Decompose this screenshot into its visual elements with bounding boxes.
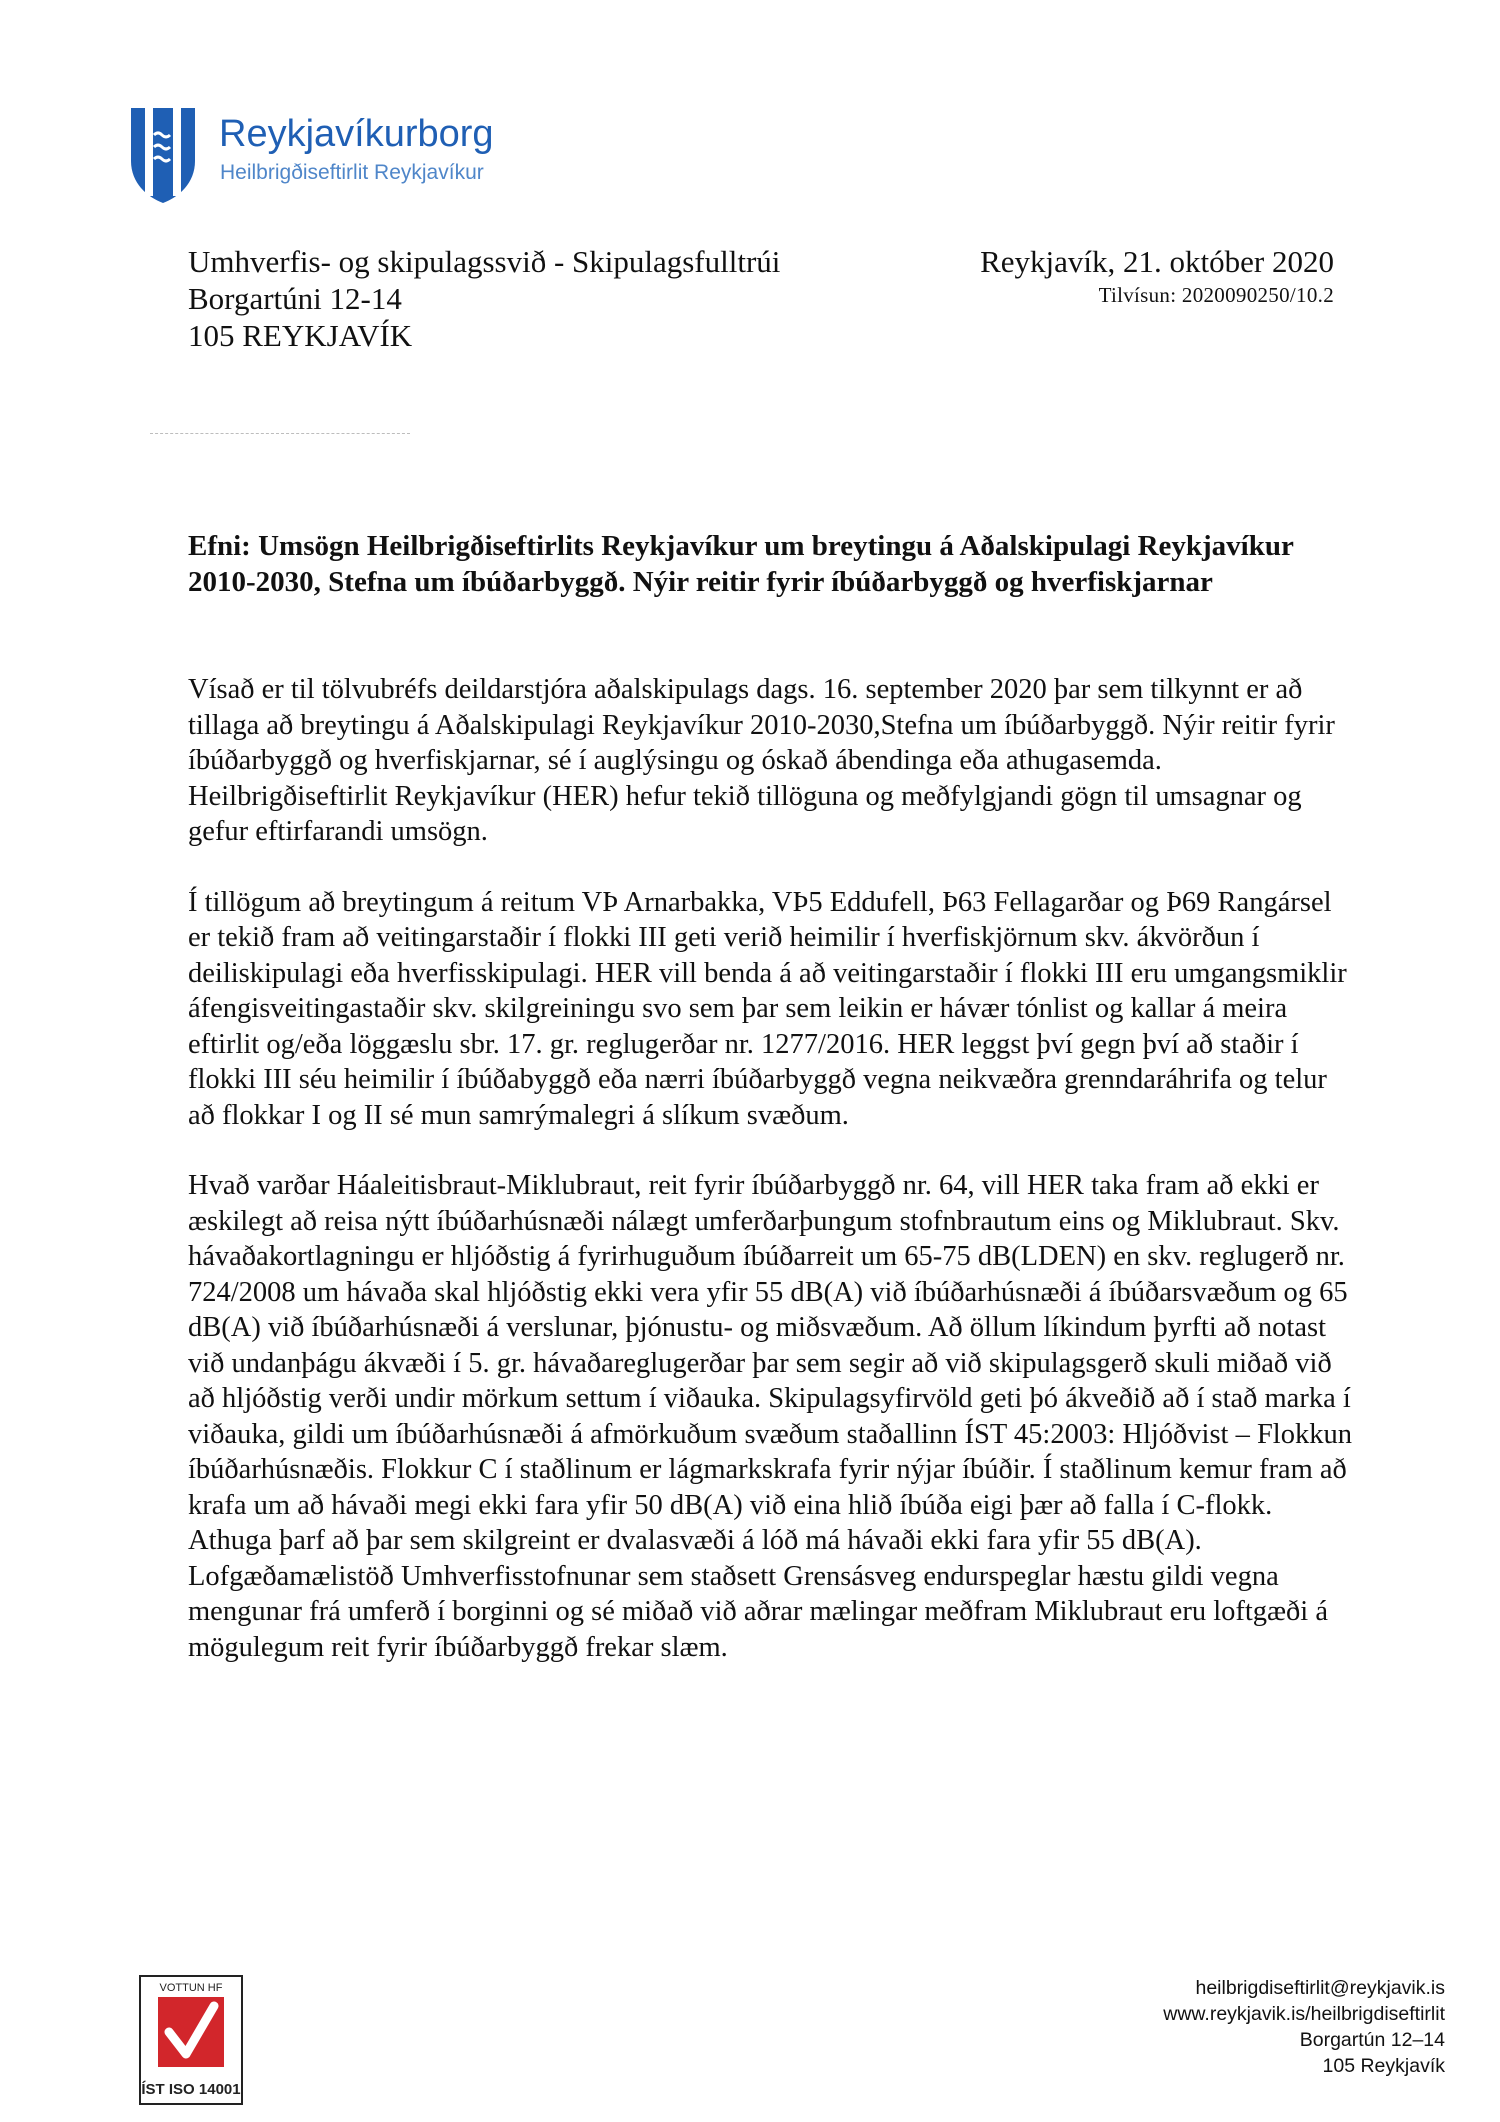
- letter-date: Reykjavík, 21. október 2020: [980, 244, 1334, 279]
- organization-subtitle: Heilbrigðiseftirlit Reykjavíkur: [220, 161, 484, 184]
- certification-bottom-text: ÍST ISO 14001: [141, 2081, 241, 2098]
- recipient-address: [188, 243, 780, 354]
- contact-email: heilbrigdiseftirlit@reykjavik.is: [1195, 1977, 1445, 1999]
- certification-top-text: VOTTUN HF: [159, 1982, 223, 1994]
- contact-city: 105 Reykjavík: [1322, 2055, 1445, 2077]
- body-paragraph: Vísað er til tölvubréfs deildarstjóra aðalskipulags dags. 16. september 2020 þar sem tilkynnt er að tillaga að breytingu á Aðalskipulagi Reykjavíkur 2010-2030,Stefna um íbúðarbyggð. Nýir reitir fyrir íbúðarbyggð og hverfiskjarnar, sé í auglýsingu og óskað ábendinga eða athugasemda. Heilbrigðiseftirlit Reykjavíkur (HER) hefur tekið tillöguna og meðfylgjandi gögn til umsagnar og gefur eftirfarandi umsögn.: [188, 674, 1335, 847]
- body-paragraph: Í tillögum að breytingum á reitum VÞ Arnarbakka, VÞ5 Eddufell, Þ63 Fellagarðar og Þ69 Rangársel er tekið fram að veitingarstaðir í flokki III geti verið heimilir í hverfiskjörnum skv. ákvörðun í deiliskipulagi eða hverfisskipulagi. HER vill benda á að veitingarstaðir í flokki III eru umgangsmiklir áfengisveitingastaðir skv. skilgreiningu svo sem þar sem leikin er hávær tónlist og kallar á meira eftirlit og/eða löggæslu sbr. 17. gr. reglugerðar nr. 1277/2016. HER leggst því gegn því að staðir í flokki III séu heimilir í íbúðabyggð eða nærri íbúðarbyggð vegna neikvæðra grenndaráhrifa og telur að flokkar I og II sé mun samrýmalegri á slíkum svæðum.: [188, 886, 1347, 1131]
- recipient-line-1: Umhverfis- og skipulagssvið - Skipulagsfulltrúi: [188, 244, 781, 279]
- reykjavik-shield-icon: [127, 105, 199, 205]
- dateline: [980, 243, 1334, 310]
- organization-name: Reykjavíkurborg: [219, 113, 494, 155]
- contact-street: Borgartún 12–14: [1299, 2029, 1445, 2051]
- divider: [150, 433, 410, 434]
- body-paragraph: Hvað varðar Háaleitisbraut-Miklubraut, reit fyrir íbúðarbyggð nr. 64, vill HER taka fram að ekki er æskilegt að reisa nýtt íbúðarhúsnæði nálægt umferðarþungum stofnbrautum eins og Miklubraut. Skv. hávaðakortlagningu er hljóðstig á fyrirhuguðum íbúðarreit um 65-75 dB(LDEN) en skv. reglugerð nr. 724/2008 um hávaða skal hljóðstig ekki vera yfir 55 dB(A) við íbúðarhúsnæði á íbúðarsvæðum og 65 dB(A) við íbúðarhúsnæði á verslunar, þjónustu- og miðsvæðum. Að öllum líkindum þyrfti að notast við undanþágu ákvæði í 5. gr. hávaðareglugerðar þar sem segir að við skipulagsgerð skuli miðað við að hljóðstig verði undir mörkum settum í viðauka. Skipulagsyfirvöld geti þó ákveðið að í stað marka í viðauka, gildi um íbúðarhúsnæði á afmörkuðum svæðum staðallinn ÍST 45:2003: Hljóðvist – Flokkun íbúðarhúsnæðis. Flokkur C í staðlinum er lágmarkskrafa fyrir nýjar íbúðir. Í staðlinum kemur fram að krafa um að hávaði megi ekki fara yfir 50 dB(A) við eina hlið íbúða eigi þær að falla í C-flokk. Athuga þarf að þar sem skilgreint er dvalasvæði á lóð má hávaði ekki fara yfir 55 dB(A). Lofgæðamælistöð Umhverfisstofnunar sem staðsett Grensásveg endurspeglar hæstu gildi vegna mengunar frá umferð í borginni og sé miðað við aðrar mælingar meðfram Miklubraut eru loftgæði á mögulegum reit fyrir íbúðarbyggð frekar slæm.: [188, 1170, 1352, 1663]
- recipient-line-3: 105 REYKJAVÍK: [188, 318, 413, 353]
- recipient-line-2: Borgartúni 12-14: [188, 281, 402, 316]
- reference-number: Tilvísun: 2020090250/10.2: [1098, 283, 1334, 307]
- letter-subject: Efni: Umsögn Heilbrigðiseftirlits Reykjavíkur um breytingu á Aðalskipulagi Reykjavíkur 2010-2030, Stefna um íbúðarbyggð. Nýir reitir fyrir íbúðarbyggð og hverfiskjarnar: [188, 530, 1294, 598]
- footer-contact: [1163, 1975, 1445, 2079]
- iso-certification-badge: [138, 1974, 244, 2106]
- letter-body: [188, 672, 1353, 1700]
- contact-website: www.reykjavik.is/heilbrigdiseftirlit: [1163, 2003, 1445, 2025]
